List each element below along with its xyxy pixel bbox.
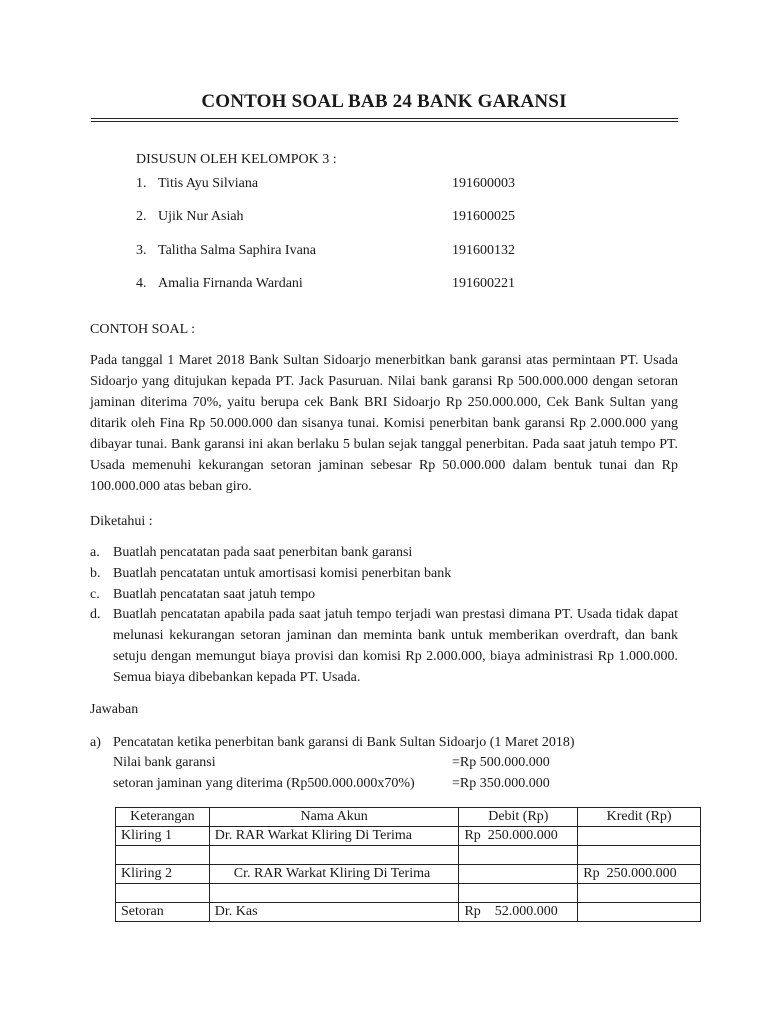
cell-kredit [578, 903, 701, 922]
jawaban-heading: Jawaban [90, 702, 139, 717]
member-nim: 191600025 [452, 209, 515, 224]
question-text: Buatlah pencatatan apabila pada saat jatuh tempo terjadi wan prestasi dimana PT. Usada tidak dapat melunasi kekurangan setoran jaminan dan meminta bank untuk memberikan overdraft, dan bank setuju dengan memungut biaya provisi dan komisi Rp 2.000.000, biaya administrasi Rp 1.000.000. Semua biaya dibebankan kepada PT. Usada. [113, 607, 678, 685]
cell-debit [459, 884, 578, 903]
question-label: d. [90, 607, 101, 622]
member-number: 2. [136, 209, 147, 224]
answer-a-label: a) [90, 735, 101, 750]
member-nim: 191600221 [452, 276, 515, 291]
question-text: Buatlah pencatatan saat jatuh tempo [113, 587, 316, 602]
member-number: 1. [136, 176, 147, 191]
title-rule-bottom [91, 121, 678, 122]
cell-nama-akun: Dr. RAR Warkat Kliring Di Terima [209, 827, 459, 846]
group-heading: DISUSUN OLEH KELOMPOK 3 : [136, 152, 337, 167]
cell-kredit: Rp 250.000.000 [578, 865, 701, 884]
cell-keterangan [116, 884, 210, 903]
cell-keterangan [116, 846, 210, 865]
member-row [0, 209, 768, 230]
question-label: c. [90, 587, 100, 602]
question-label: a. [90, 545, 100, 560]
member-number: 3. [136, 243, 147, 258]
contoh-soal-heading: CONTOH SOAL : [90, 322, 196, 337]
header-keterangan: Keterangan [116, 808, 210, 827]
cell-debit [459, 846, 578, 865]
member-name: Talitha Salma Saphira Ivana [158, 243, 317, 258]
header-debit: Debit (Rp) [459, 808, 578, 827]
question-item [90, 584, 678, 605]
case-paragraph: Pada tanggal 1 Maret 2018 Bank Sultan Sidoarjo menerbitkan bank garansi atas permintaan PT. Usada Sidoarjo yang ditujukan kepada PT. Jack Pasuruan. Nilai bank garansi Rp 500.000.000 dengan setoran jaminan diterima 70%, yaitu berupa cek Bank BRI Sidoarjo Rp 250.000.000, Cek Bank Sultan yang ditarik oleh Fina Rp 50.000.000 dan sisanya tunai. Komisi penerbitan bank garansi Rp 2.000.000 yang dibayar tunai. Bank garansi ini akan berlaku 5 bulan sejak tanggal penerbitan. Pada saat jatuh tempo PT. Usada memenuhi kekurangan setoran jaminan sebesar Rp 50.000.000 dalam bentuk tunai dan Rp 100.000.000 atas beban giro. [90, 353, 678, 494]
diketahui-heading: Diketahui : [90, 514, 153, 529]
member-name: Amalia Firnanda Wardani [158, 276, 303, 291]
question-item [90, 604, 678, 688]
table-row [116, 884, 701, 903]
question-text: Buatlah pencatatan pada saat penerbitan bank garansi [113, 545, 413, 560]
document-title: CONTOH SOAL BAB 24 BANK GARANSI [201, 91, 567, 112]
member-number: 4. [136, 276, 147, 291]
header-kredit: Kredit (Rp) [578, 808, 701, 827]
table-row [116, 846, 701, 865]
question-label: b. [90, 566, 101, 581]
cell-debit: Rp 52.000.000 [459, 903, 578, 922]
header-nama-akun: Nama Akun [209, 808, 459, 827]
setoran-jaminan-label: setoran jaminan yang diterima (Rp500.000.000x70%) [113, 776, 415, 791]
cell-keterangan: Kliring 2 [116, 865, 210, 884]
cell-kredit [578, 846, 701, 865]
cell-nama-akun [209, 846, 459, 865]
question-text: Buatlah pencatatan untuk amortisasi komisi penerbitan bank [113, 566, 452, 581]
member-nim: 191600132 [452, 243, 515, 258]
cell-kredit [578, 884, 701, 903]
cell-debit [459, 865, 578, 884]
answer-a-text: Pencatatan ketika penerbitan bank garansi di Bank Sultan Sidoarjo (1 Maret 2018) [113, 735, 575, 750]
journal-table [115, 807, 701, 922]
nilai-bank-garansi-label: Nilai bank garansi [113, 755, 216, 770]
cell-keterangan: Kliring 1 [116, 827, 210, 846]
table-row [116, 827, 701, 846]
cell-kredit [578, 827, 701, 846]
setoran-jaminan-value: =Rp 350.000.000 [452, 776, 550, 791]
cell-debit: Rp 250.000.000 [459, 827, 578, 846]
cell-nama-akun: Cr. RAR Warkat Kliring Di Terima [209, 865, 459, 884]
member-name: Titis Ayu Silviana [158, 176, 259, 191]
table-row [116, 865, 701, 884]
question-item [90, 563, 678, 584]
nilai-bank-garansi-value: =Rp 500.000.000 [452, 755, 550, 770]
cell-nama-akun [209, 884, 459, 903]
member-row [0, 176, 768, 197]
table-row [116, 903, 701, 922]
journal-header-row [116, 808, 701, 827]
member-nim: 191600003 [452, 176, 515, 191]
member-name: Ujik Nur Asiah [158, 209, 244, 224]
question-item [90, 542, 678, 563]
cell-nama-akun: Dr. Kas [209, 903, 459, 922]
cell-keterangan: Setoran [116, 903, 210, 922]
member-row [0, 276, 768, 297]
title-rule-top [91, 118, 678, 119]
member-row [0, 243, 768, 264]
